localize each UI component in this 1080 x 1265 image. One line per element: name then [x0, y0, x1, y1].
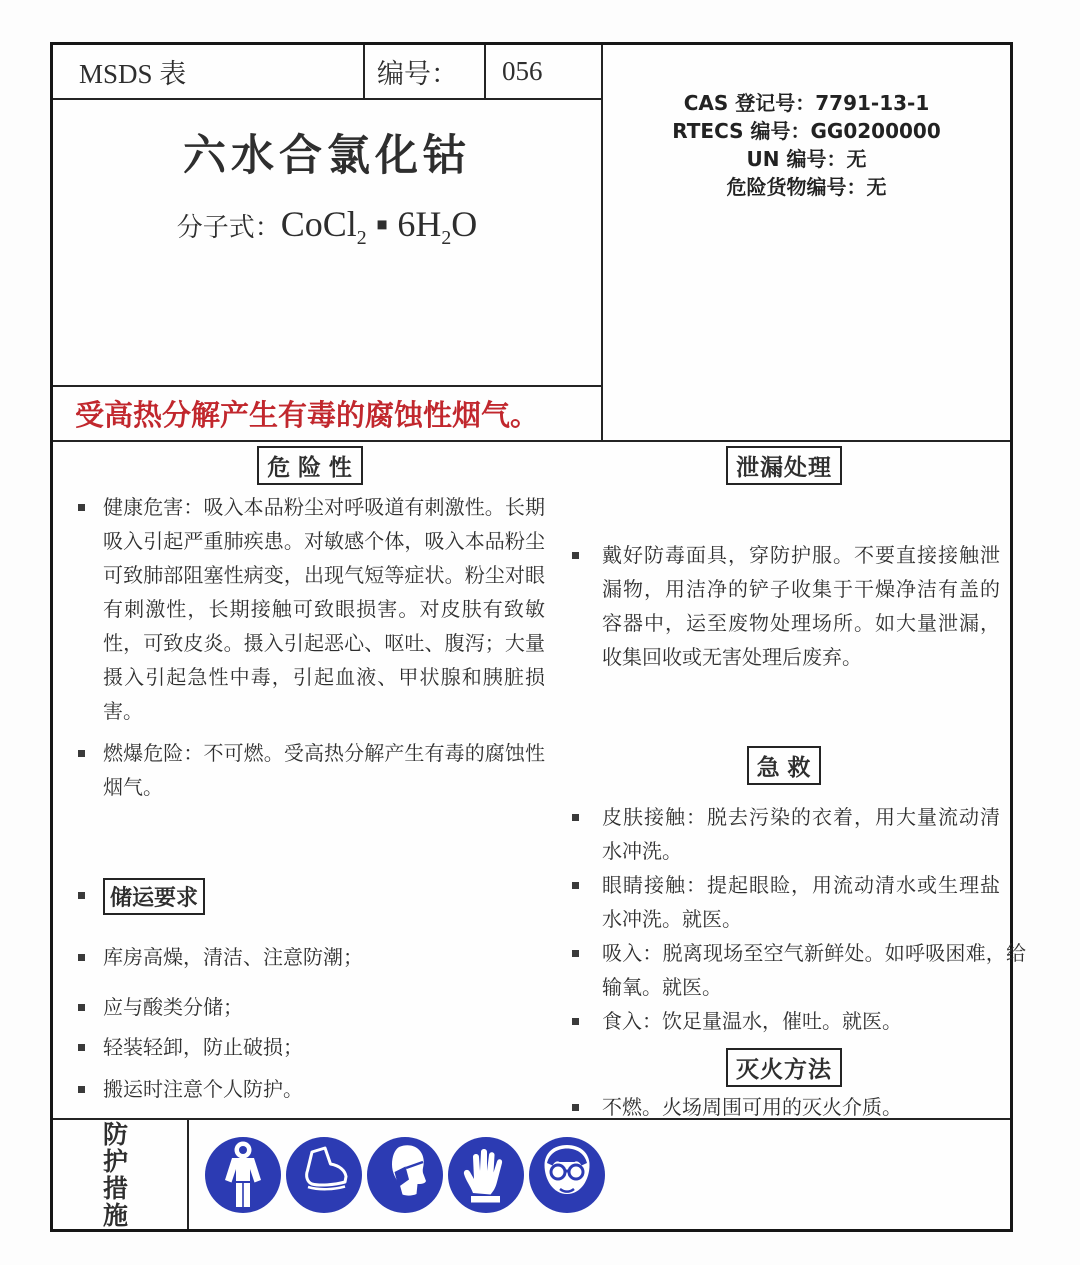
chemical-title: 六水合氯化钴: [183, 133, 471, 180]
main-content-area: [53, 444, 1026, 1119]
rtecs-number: RTECS 编号：GG0200000: [672, 119, 941, 143]
protective-suit-icon: [203, 1135, 283, 1215]
leak-heading: 泄漏处理: [726, 446, 842, 485]
fire-heading-wrap: [568, 1048, 1000, 1087]
empty-cell-left: [53, 245, 601, 385]
storage-heading-wrap: [75, 878, 545, 915]
protective-gloves-icon: [446, 1135, 526, 1215]
first-aid-item-ingest: 食入：饮足量温水，催吐。就医。: [568, 1005, 1000, 1039]
storage-item: 库房高燥，清洁、注意防潮；: [75, 941, 545, 975]
first-aid-heading-wrap: [568, 746, 1000, 785]
safety-boots-icon: [284, 1135, 364, 1215]
storage-item: 搬运时注意个人防护。: [75, 1073, 545, 1107]
warning-banner: [53, 385, 601, 442]
hazard-item-health: 健康危害：吸入本品粉尘对呼吸道有刺激性。长期吸入引起严重肺疾患。对敏感个体，吸入本品粉尘可致肺部阻塞性病变，出现气短等症状。粉尘对眼有刺激性，长期接触可致眼损害。对皮肤有致敏性，可致皮炎。摄入引起恶心、呕吐、腹泻；大量摄入引起急性中毒，引起血液、甲状腺和胰脏损害。: [75, 491, 545, 729]
dangerous-goods-number: 危险货物编号：无: [726, 175, 887, 199]
un-number: UN 编号：无: [746, 147, 867, 171]
right-column: [568, 444, 1026, 1125]
protection-label-char: 施: [103, 1203, 129, 1230]
storage-heading: 储运要求: [103, 878, 205, 915]
formula-label: 分子式：: [176, 213, 281, 242]
number-value: 056: [502, 56, 543, 86]
msds-table: [50, 42, 1026, 1232]
msds-label: MSDS 表: [79, 59, 187, 89]
molecular-formula: CoCl$_2$ ▪ $6H_2O$: [280, 204, 478, 250]
hazard-heading: 危 险 性: [257, 446, 363, 485]
left-column: [75, 444, 545, 1107]
first-aid-item-skin: 皮肤接触：脱去污染的衣着，用大量流动清水冲洗。: [568, 801, 1000, 869]
registry-cell: [601, 45, 1010, 245]
first-aid-heading: 急 救: [747, 746, 822, 785]
safety-goggles-icon: [527, 1135, 607, 1215]
number-value-cell: [486, 45, 601, 100]
storage-item: 应与酸类分储；: [75, 991, 545, 1025]
cas-number: CAS 登记号：7791-13-1: [683, 91, 930, 115]
hazard-item-explosion: 燃爆危险：不可燃。受高热分解产生有毒的腐蚀性烟气。: [75, 737, 545, 805]
formula-line: [53, 203, 601, 250]
protection-label-char: 护: [103, 1149, 129, 1176]
respirator-mask-icon: [365, 1135, 445, 1215]
first-aid-item-eyes: 眼睛接触：提起眼睑，用流动清水或生理盐水冲洗。就医。: [568, 869, 1000, 937]
protection-label-cell: [53, 1118, 189, 1229]
fire-item: 不燃。火场周围可用的灭火介质。: [568, 1091, 1000, 1125]
fire-heading: 灭火方法: [726, 1048, 842, 1087]
leak-heading-wrap: [568, 446, 1000, 485]
number-label-cell: [365, 45, 486, 100]
title-cell: [53, 102, 601, 250]
first-aid-item-inhale: 吸入：脱离现场至空气新鲜处。如呼吸困难，给输氧。就医。: [568, 937, 1026, 1005]
hazard-heading-wrap: [75, 446, 545, 485]
protection-label-char: 防: [103, 1122, 129, 1149]
msds-label-cell: [53, 45, 365, 100]
empty-cell-right: [601, 245, 1010, 442]
storage-item: 轻装轻卸，防止破损；: [75, 1031, 545, 1065]
warning-banner-text: 受高热分解产生有毒的腐蚀性烟气。: [75, 400, 540, 432]
protection-label-char: 措: [103, 1176, 129, 1203]
leak-item: 戴好防毒面具，穿防护服。不要直接接触泄漏物，用洁净的铲子收集于干燥净洁有盖的容器中，运至废物处理场所。如大量泄漏，收集回收或无害处理后废弃。: [568, 539, 1000, 675]
protection-icons-cell: [189, 1118, 1010, 1229]
number-label: 编号：: [377, 59, 458, 89]
